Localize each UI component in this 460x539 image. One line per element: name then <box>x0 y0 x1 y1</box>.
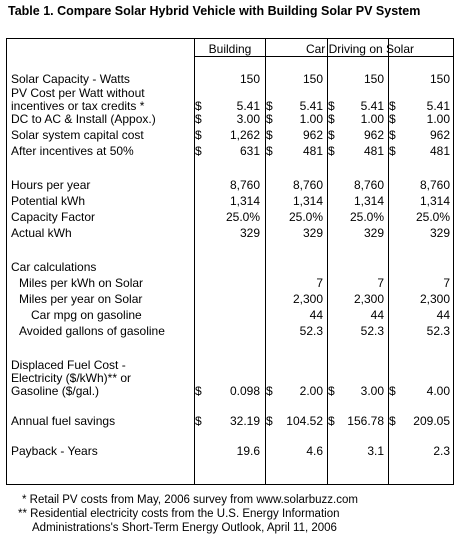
row-label: DC to AC & Install (Appox.) <box>11 112 156 126</box>
row-label: Gasoline ($/gal.) <box>11 384 100 398</box>
row-label: PV Cost per Watt without <box>11 86 145 100</box>
cell-value: 962 <box>363 128 384 142</box>
row-label: Capacity Factor <box>11 210 96 224</box>
cell-value: 150 <box>363 72 384 86</box>
cell-value: 150 <box>239 72 260 86</box>
table-title: Table 1. Compare Solar Hybrid Vehicle with Building Solar PV System <box>8 4 421 18</box>
cell-value: 5.41 <box>426 99 450 113</box>
row-label: After incentives at 50% <box>11 144 134 158</box>
cell-value: 7 <box>377 276 384 290</box>
cell-value: 8,760 <box>229 178 260 192</box>
cell-value: 25.0% <box>288 210 323 224</box>
cell-value: 44 <box>370 308 384 322</box>
dollar-sign: $ <box>266 144 273 158</box>
cell-value: 3.1 <box>367 444 384 458</box>
cell-value: 150 <box>429 72 450 86</box>
dollar-sign: $ <box>389 99 396 113</box>
row-label: Car mpg on gasoline <box>31 308 142 322</box>
cell-value: 1,314 <box>229 194 260 208</box>
cell-value: 25.0% <box>225 210 260 224</box>
footnote: * Retail PV costs from May, 2006 survey from www.solarbuzz.com <box>22 494 358 506</box>
row-label: Solar Capacity - Watts <box>11 72 130 86</box>
cell-value: 52.3 <box>360 324 384 338</box>
cell-value: 44 <box>436 308 450 322</box>
cell-value: 2.3 <box>433 444 450 458</box>
footnote: ** Residential electricity costs from the U.S. Energy Information <box>18 508 340 520</box>
cell-value: 481 <box>302 144 323 158</box>
cell-value: 329 <box>239 226 260 240</box>
row-label: Annual fuel savings <box>11 414 116 428</box>
footnote: Administrations's Short-Term Energy Outlook, April 11, 2006 <box>32 522 337 534</box>
dollar-sign: $ <box>266 414 273 428</box>
cell-value: 2,300 <box>292 292 323 306</box>
header-car-driving-on-solar: Car Driving on Solar <box>305 42 415 56</box>
cell-value: 631 <box>239 144 260 158</box>
cell-value: 962 <box>302 128 323 142</box>
cell-value: 1,314 <box>419 194 450 208</box>
cell-value: 5.41 <box>360 99 384 113</box>
dollar-sign: $ <box>328 128 335 142</box>
cell-value: 5.41 <box>299 99 323 113</box>
cell-value: 2,300 <box>353 292 384 306</box>
cell-value: 1.00 <box>360 112 384 126</box>
dollar-sign: $ <box>195 99 202 113</box>
cell-value: 7 <box>316 276 323 290</box>
row-label: incentives or tax credits * <box>11 99 145 113</box>
cell-value: 5.41 <box>236 99 260 113</box>
dollar-sign: $ <box>389 144 396 158</box>
cell-value: 962 <box>429 128 450 142</box>
cell-value: 4.00 <box>426 384 450 398</box>
cell-value: 2.00 <box>299 384 323 398</box>
cell-value: 1,314 <box>353 194 384 208</box>
cell-value: 481 <box>363 144 384 158</box>
dollar-sign: $ <box>195 128 202 142</box>
cell-value: 3.00 <box>236 112 260 126</box>
header-divider <box>194 56 453 57</box>
dollar-sign: $ <box>389 112 396 126</box>
cell-value: 1,262 <box>229 128 260 142</box>
dollar-sign: $ <box>328 99 335 113</box>
cell-value: 25.0% <box>349 210 384 224</box>
row-label: Car calculations <box>11 260 97 274</box>
cell-value: 104.52 <box>286 414 323 428</box>
header-building: Building <box>208 42 252 56</box>
cell-value: 0.098 <box>229 384 260 398</box>
dollar-sign: $ <box>195 144 202 158</box>
row-label: Avoided gallons of gasoline <box>19 324 165 338</box>
row-label: Actual kWh <box>11 226 72 240</box>
dollar-sign: $ <box>328 144 335 158</box>
cell-value: 25.0% <box>415 210 450 224</box>
dollar-sign: $ <box>328 384 335 398</box>
cell-value: 52.3 <box>299 324 323 338</box>
dollar-sign: $ <box>266 384 273 398</box>
dollar-sign: $ <box>195 112 202 126</box>
cell-value: 1.00 <box>426 112 450 126</box>
cell-value: 481 <box>429 144 450 158</box>
dollar-sign: $ <box>389 384 396 398</box>
row-label: Displaced Fuel Cost - <box>11 358 126 372</box>
cell-value: 329 <box>429 226 450 240</box>
row-label: Payback - Years <box>11 444 98 458</box>
cell-value: 19.6 <box>236 444 260 458</box>
cell-value: 8,760 <box>292 178 323 192</box>
cell-value: 32.19 <box>229 414 260 428</box>
dollar-sign: $ <box>266 112 273 126</box>
cell-value: 1.00 <box>299 112 323 126</box>
dollar-sign: $ <box>195 414 202 428</box>
row-label: Solar system capital cost <box>11 128 144 142</box>
cell-value: 209.05 <box>413 414 450 428</box>
cell-value: 150 <box>302 72 323 86</box>
dollar-sign: $ <box>389 414 396 428</box>
dollar-sign: $ <box>389 128 396 142</box>
cell-value: 52.3 <box>426 324 450 338</box>
dollar-sign: $ <box>266 128 273 142</box>
cell-value: 329 <box>363 226 384 240</box>
cell-value: 1,314 <box>292 194 323 208</box>
cell-value: 44 <box>309 308 323 322</box>
comparison-table <box>6 38 454 485</box>
row-label: Miles per kWh on Solar <box>19 276 144 290</box>
dollar-sign: $ <box>328 414 335 428</box>
cell-value: 8,760 <box>353 178 384 192</box>
row-label: Miles per year on Solar <box>19 292 143 306</box>
cell-value: 7 <box>443 276 450 290</box>
cell-value: 4.6 <box>306 444 323 458</box>
cell-value: 329 <box>302 226 323 240</box>
dollar-sign: $ <box>328 112 335 126</box>
row-label: Hours per year <box>11 178 91 192</box>
cell-value: 2,300 <box>419 292 450 306</box>
row-label: Potential kWh <box>11 194 86 208</box>
cell-value: 8,760 <box>419 178 450 192</box>
cell-value: 156.78 <box>347 414 384 428</box>
dollar-sign: $ <box>266 99 273 113</box>
row-label: Electricity ($/kWh)** or <box>11 371 132 385</box>
cell-value: 3.00 <box>360 384 384 398</box>
dollar-sign: $ <box>195 384 202 398</box>
